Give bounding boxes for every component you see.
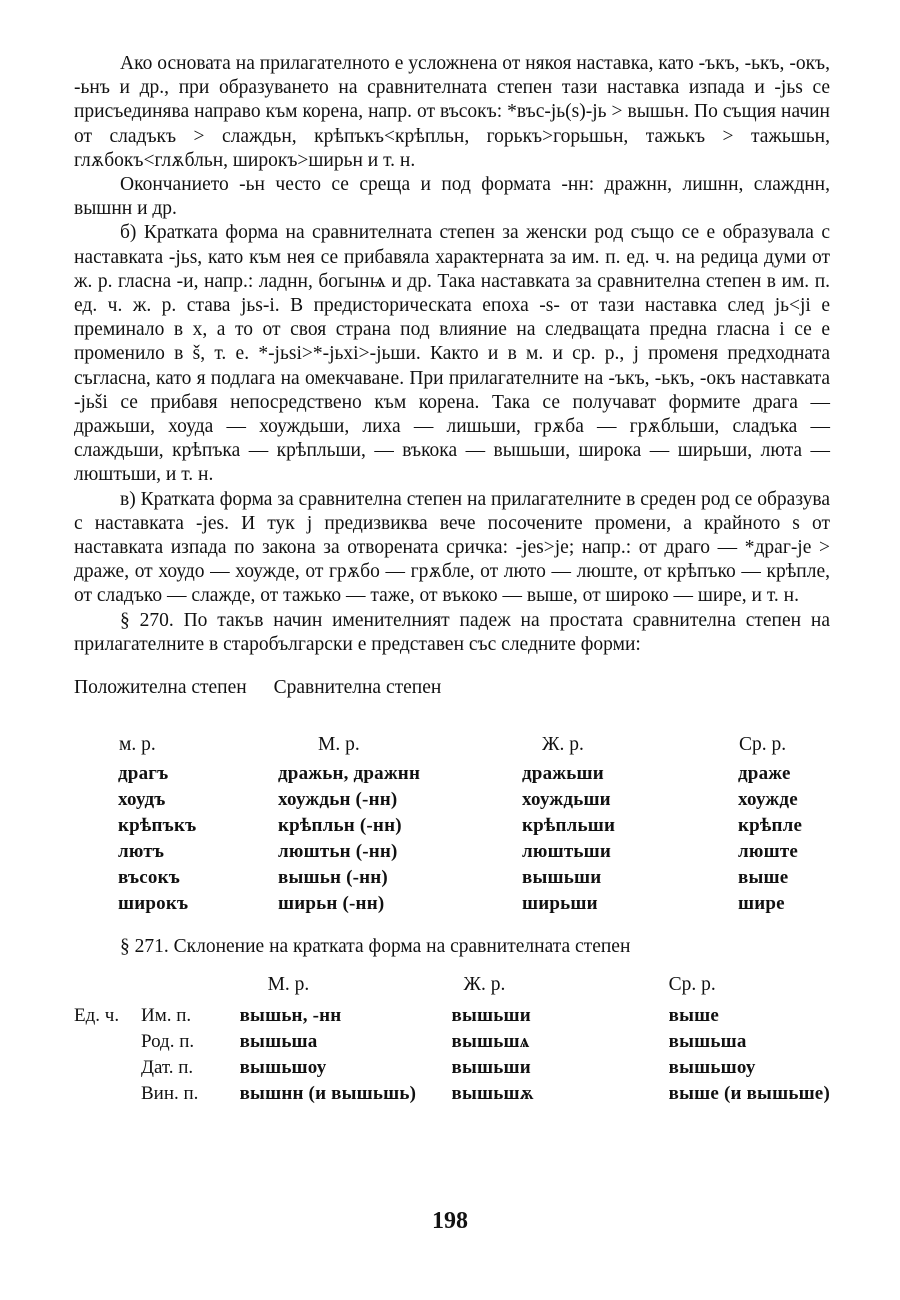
header-masc: М. р. [267,974,310,996]
spacer [74,1055,141,1081]
cell: хоуждьн (-нн) [278,789,398,811]
cell: вышьшѧ [451,1031,530,1053]
table-row [118,839,828,865]
page-body [74,52,830,1107]
case-label: Дат. п. [140,1057,194,1079]
cell: люште [738,841,798,863]
case-label: Род. п. [140,1031,195,1053]
cell: вышьша [239,1031,318,1053]
spacer [141,967,240,1003]
section-271-heading: § 271. Склонение на кратката форма на сравнителната степен [120,936,631,958]
spacer [74,1029,141,1055]
cell: выше (и вышьше) [668,1083,830,1105]
spacer [74,1081,141,1107]
table-header-row [74,967,830,1003]
number-label: Ед. ч. [74,1005,120,1027]
table-row [118,865,828,891]
header-fem: Ж. р. [463,974,506,996]
cell: хоужде [738,789,798,811]
header-positive-masc: м. р. [119,734,156,756]
cell: вышьн, -нн [239,1005,342,1027]
paragraph-neuter: в) Кратката форма за сравнителна степен на прилагателните в среден род се образува с наставката -jes. И тук j предизвиква вече посочените промени, а крайното s от наставката изпада по закона за отворената сричка: -jes>je; напр.: от драго — *драг-je > драже, от хоудо — хоужде, от грѫбо — грѫбле, от люто — люште, от крѣпъко — крѣпле, от сладъко — слажде, от тажько — таже, от въкоко — выше, от широко — шире, и т. н. [74,488,830,607]
positive-degree-label: Положителна степен [74,677,247,699]
table-row [118,787,828,813]
cell: вышьшоу [668,1057,756,1079]
cell: вышьн (-нн) [278,867,388,889]
cell: вышнн (и вышьшь) [239,1083,417,1105]
cell: дражьн, дражнн [278,763,421,785]
cell: хоудъ [118,789,166,811]
declension-table [74,967,830,1107]
cell: лютъ [118,841,165,863]
cell: ширьши [522,893,598,915]
cell: выше [668,1005,720,1027]
cell: ширьн (-нн) [278,893,385,915]
paragraph-feminine: б) Кратката форма на сравнителната степен за женски род също се е образувала с наставката -jьs, като към нея се прибавяла характерната за им. п. ед. ч. на редица думи от ж. р. гласна -и, напр.: ладнн, богынѩ и др. Така наставката за сравнителна степен в им. п. ед. ч. ж. р. става jьs-i. В предисторическата епоха -s- от тази наставка след jь<ji е преминало в x, а то от своя страна под влияние на следващата предна гласна i се е променило в š, т. е. *-jьsi>*-jьxi>-jьши. Както и в м. и ср. р., j променя предходната съгласна, като я подлага на омекчаване. При прилагателните на -ъкъ, -ькъ, -окъ наставката -jьši се прибавя непосредствено към корена. Така се получават формите драга — дражьши, хоуда — хоуждьши, лиха — лишьши, грѫба — грѫбльши, сладъка — слаждьши, крѣпъка — крѣпльши, — въкока — вышьши, широка — ширьши, люта — люштьши, и т. н. [74,222,830,486]
table-row [118,891,828,917]
paragraph-section-270: § 270. По такъв начин именителният падеж на простата сравнителна степен на прилагателните в старобългарски е представен със следните форми: [74,609,830,655]
cell: дражьши [522,763,604,785]
table-row [118,761,828,787]
comparative-degree-label: Сравнителна степен [273,677,442,699]
degree-labels [74,677,830,699]
cell: драже [738,763,791,785]
paragraph-ending-variant: Окончанието -ьн често се среща и под формата -нн: дражнн, лишнн, слажднн, вышнн и др. [74,174,830,220]
table-row [74,1055,830,1081]
cell: вышьши [451,1057,531,1079]
comparative-forms-table [118,729,828,917]
cell: выше [738,867,789,889]
cell: вышьши [451,1005,531,1027]
header-comp-masc: М. р. [318,734,360,756]
cell: вышьши [522,867,602,889]
cell: вышьшоу [239,1057,327,1079]
cell: драгъ [118,763,169,785]
table-header-row [118,729,828,761]
spacer [74,967,141,1003]
cell: хоуждьши [522,789,611,811]
table-row [118,813,828,839]
cell: крѣпле [738,815,803,837]
header-neut: Ср. р. [668,974,716,996]
cell: въсокъ [118,867,181,889]
cell: люштьши [522,841,611,863]
cell: крѣпъкъ [118,815,197,837]
header-comp-fem: Ж. р. [542,734,584,756]
cell: крѣпльн (-нн) [278,815,402,837]
cell: крѣпльши [522,815,616,837]
paragraph-suffix-loss: Ако основата на прилагателното е усложнена от някоя наставка, като -ъкъ, -ькъ, -окъ, -ьнъ и др., при образуването на сравнителната степен тази наставка изпада и -jьs се присъединява направо към корена, напр. от въсокъ: *въс-jь(s)-jь > вышьн. По същия начин от сладъкъ > слаждьн, крѣпъкъ<крѣпльн, горькъ>горьшьн, тажькъ > тажьшьн, глѫбокъ<глѫбльн, широкъ>ширьн и т. н. [74,53,830,171]
table-row [74,1029,830,1055]
cell: вышьша [668,1031,747,1053]
case-label: Им. п. [140,1005,192,1027]
cell: люштьн (-нн) [278,841,398,863]
page-number: 198 [432,1208,468,1234]
cell: шире [738,893,785,915]
cell: широкъ [118,893,189,915]
table-row [74,1081,830,1107]
header-comp-neut: Ср. р. [739,734,787,756]
table-row [74,1003,830,1029]
case-label: Вин. п. [140,1083,199,1105]
cell: вышьшѫ [451,1083,534,1105]
